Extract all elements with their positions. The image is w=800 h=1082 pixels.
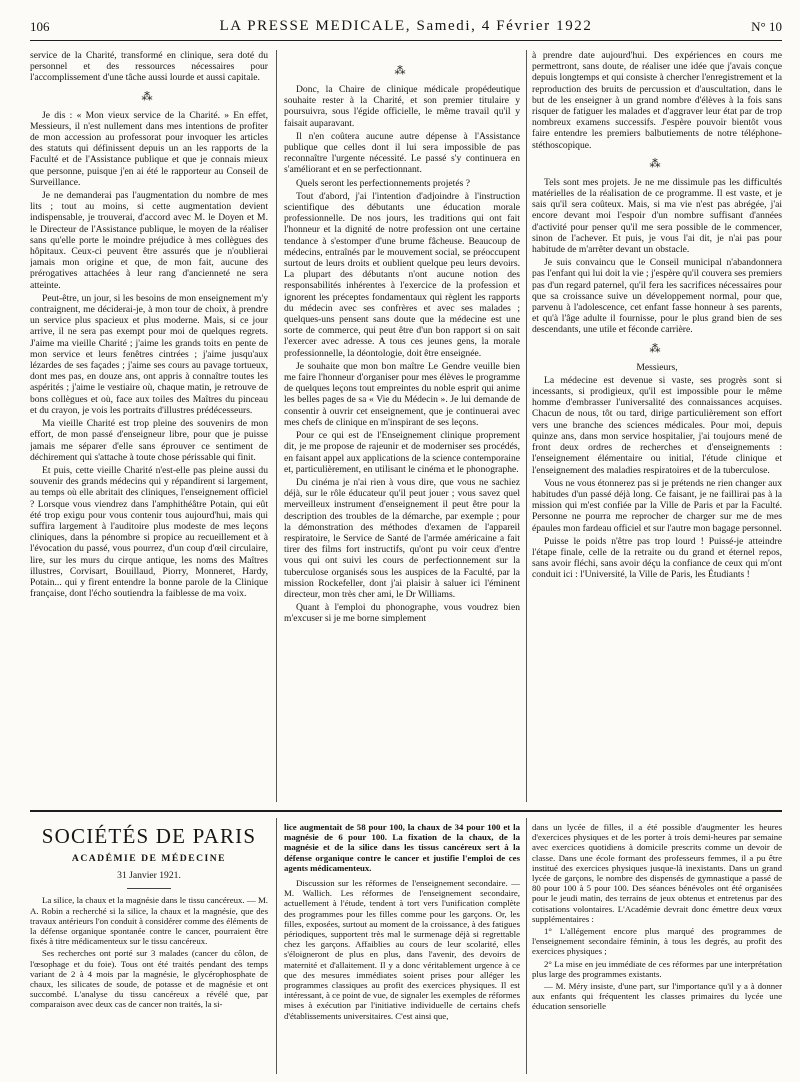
paragraph: Peut-être, un jour, si les besoins de mon enseignement m'y contraignent, me déciderai-je, à mon tour de choix, à prendre un service plus spacieux et plus moderne. Mais, si ce jour arrive, il ne sera pas exempt pour moi de quelques regrets. J'aime ma vieille Charité ; j'aime les grands toits en pente de mon service et leurs fenêtres cintrées ; j'aime jusqu'aux lézardes de ses façades ; j'aime ses cours au pavage tortueux, dont mes pas, en douze ans, ont appris à connaître toutes les aspérités ; j'aime le vestiaire où, chaque matin, je retrouve de bons collègues et où, face aux toiles des Maîtres du pinceau et du crayon, je vois les portraits d'illustres prédécesseurs. bbox=[30, 292, 268, 416]
paragraph: dans un lycée de filles, il a été possible d'augmenter les heures d'exercices physiques et de les porter à trois demi-heures par semaine avec exercices quotidiens à domicile prescrits comme un devoir de classe. Dans une école formant des professeurs femmes, il a pu être institué des exercices physiques jusque-là inexistants. Dans un grand lycée de garçons, le nombre des dispensés de gymnastique a passé de 80 pour 100 à 5 pour 100. Des séances bénévoles ont été organisées pour le jeudi matin, des terrains de jeux obtenus et entretenus par des cotisations volontaires. L'Académie devrait donc émettre deux vœux supplémentaires : bbox=[532, 822, 782, 924]
page-number: 106 bbox=[30, 19, 50, 34]
paragraph: Vous ne vous étonnerez pas si je prétends ne rien changer aux habitudes d'un passé déjà long. Ce faisant, je ne faillirai pas à la mission qui m'est confiée par la Ville de Paris et par la Faculté. Personne ne pourra me reprocher de charger sur me de mes épaules mon fardeau officiel et sur l'autre mon bagage personnel. bbox=[532, 477, 782, 534]
issue-number: N° 10 bbox=[751, 19, 782, 34]
societes-column-1 bbox=[30, 822, 268, 1072]
section-title: SOCIÉTÉS DE PARIS bbox=[41, 824, 257, 848]
page-header bbox=[30, 18, 782, 41]
paragraph: 2° La mise en jeu immédiate de ces réformes par une interprétation plus large des programmes existants. bbox=[532, 958, 782, 979]
paragraph: Tout d'abord, j'ai l'intention d'adjoindre à l'instruction scientifique des débutants une éducation morale professionnelle. De nos jours, les traditions qui ont fait l'honneur et la dignité de notre profession ont une certaine tendance à s'estomper d'une brume fâcheuse. Beaucoup de médecins, entraînés par le mouvement social, se préoccupent surtout de leurs droits et oublient quelque peu leurs devoirs. La plupart des débutants n'ont aucune notion des responsabilités inhérentes à l'exercice de la profession et ignorent les préceptes fondamentaux qui règlent les rapports du médecin avec ses confrères et avec ses malades ; quelques-uns pensent sans doute que la médecine est une sorte de commerce, qui peut être d'un bon rapport si on sait l'exercer avec adresse. A tous ces jeunes gens, la morale professionnelle, la déontologie, doit être enseignée. bbox=[284, 190, 520, 359]
paragraph: à prendre date aujourd'hui. Des expériences en cours me permettront, sans doute, de réaliser une idée que j'avais conçue depuis longtemps et qui consiste à chercher l'enregistrement et la reproduction des bruits de percussion et d'auscultation, dans le but de les enseigner à un grand nombre d'élèves à la fois sans risquer de fatiguer les malades et d'aggraver leur état par de trop nombreux examens successifs. J'espère pouvoir bientôt vous faire entendre les premiers balbutiements de notre téléphone-stéthoscopique. bbox=[532, 50, 782, 151]
paragraph: Du cinéma je n'ai rien à vous dire, que vous ne sachiez déjà, sur le rôle éducateur qu'il peut jouer ; vous savez quel merveilleux instrument d'enseignement il peut être pour la description des troubles de la démarche, par exemple ; pour la démonstration des méthodes d'examen de l'appareil respiratoire, le Service de Santé de l'armée américaine a fait tirer des films fort instructifs, qu'ont pu voir ceux d'entre vous qui ont suivi les cours de perfectionnement sur la tuberculose organisés sous les auspices de la Faculté, par la mission Rockefeller, dont j'ai plaisir à saluer ici l'éminent directeur, mon très cher ami, le Dr Williams. bbox=[284, 476, 520, 600]
paragraph: Ma vieille Charité est trop pleine des souvenirs de mon effort, de mon passé d'enseigneur libre, pour que je puisse jamais me séparer d'elle sans éprouver ce sentiment de déchirement qui s'attache à toute chose périssable qui finit. bbox=[30, 418, 268, 463]
paragraph: La médecine est devenue si vaste, ses progrès sont si incessants, si prodigieux, qu'il est impossible pour le même homme d'embrasser l'universalité des connaissances acquises. Chacun de nous, tôt ou tard, dirige particulièrement son effort vers une branche des sciences médicales. Pour moi, depuis quinze ans, dans mon service hospitalier, j'ai toujours mené de front deux ordres de recherches et d'enseignements : l'enseignement élémentaire ou initial, l'étude clinique et l'enseignement des maladies respiratoires et de la tuberculose. bbox=[532, 374, 782, 476]
paragraph: Pour ce qui est de l'Enseignement clinique proprement dit, je me propose de rajeunir et de moderniser ses procédés, en faisant appel aux applications de la science contemporaine et, particulièrement, en utilisant le cinéma et le phonographe. bbox=[284, 430, 520, 475]
societes-column-3 bbox=[532, 822, 782, 1072]
paragraph: — M. Méry insiste, d'une part, sur l'importance qu'il y a à donner aux enfants qui fréquentent les classes primaires du lycée une éducation sensorielle bbox=[532, 981, 782, 1012]
paragraph: 1° L'allégement encore plus marqué des programmes de l'enseignement secondaire féminin, à tous les degrés, au profit des exercices physiques ; bbox=[532, 926, 782, 957]
section-separator: ⁂ bbox=[141, 90, 157, 103]
paragraph: Discussion sur les réformes de l'enseignement secondaire. — M. Wallich. Les réformes de l'enseignement secondaire, actuellement à l'étude, tendent à tort vers l'unification complète des programmes pour les filles comme pour les garçons. Or, les filles, exposées, surtout au moment de la croissance, à des fatigues périodiques, supportent très mal le surmenage déjà si regrettable chez les garçons. Affaiblies au cours de leur scolarité, elles s'éloigneront de plus en plus, dans l'avenir, des devoirs de maternité et d'allaitement. Il y a donc véritablement urgence à ce que des mesures immédiates soient prises pour alléger les programmes classiques au profit des exercices physiques. Il est intéressant, à ce point de vue, de signaler les exemples de réformes mises à exécution par l'initiative individuelle de certains chefs d'établissements universitaires. C'est ainsi que, bbox=[284, 878, 520, 1021]
newspaper-title: LA PRESSE MEDICALE, Samedi, 4 Février 1922 bbox=[219, 18, 593, 34]
academy-heading: ACADÉMIE DE MÉDECINE bbox=[71, 853, 227, 864]
paragraph: Tels sont mes projets. Je ne me dissimule pas les difficultés matérielles de la réalisation de ce programme. Il est vaste, et je sais qu'il sera coûteux. Mais, si ma vie n'est pas abrégée, j'ai encore devant moi l'espoir d'un nombre suffisant d'années d'activité pour penser qu'il me sera possible de le commencer, sinon de l'achever. Et puis, je vous l'ai dit, je n'ai pas pour habitude de m'arrêter devant un obstacle. bbox=[532, 176, 782, 256]
paragraph: Quant à l'emploi du phonographe, vous voudrez bien m'excuser si je me borne simplement bbox=[284, 602, 520, 625]
paragraph: service de la Charité, transformé en clinique, sera doté du personnel et des ressources nécessaires pour l'accomplissement d'une tâche aussi lourde et aussi capitale. bbox=[30, 50, 268, 84]
paragraph: Je suis convaincu que le Conseil municipal n'abandonnera pas l'enfant qui lui doit la vie ; j'espère qu'il couvera ses premiers pas d'un regard paternel, qu'il fera les sacrifices nécessaires pour que sa croissance suive un développement normal, pour que, parvenu à l'adolescence, cet enfant fasse honneur à ses parents, et qu'à l'âge adulte il fournisse, pour le plus grand bien de ses descendants, une utile et féconde carrière. bbox=[532, 257, 782, 336]
article-column-3 bbox=[532, 50, 782, 802]
paragraph: Je dis : « Mon vieux service de la Charité. » En effet, Messieurs, il n'est nullement dans mes intentions de profiter de mon accession au professorat pour invoquer les articles des statuts qui définissent depuis un an les rapports de la Faculté et de l'Assistance publique et que je connais mieux que personne, puisque j'en ai été le rapporteur au Conseil de Surveillance. bbox=[30, 109, 268, 188]
column-rule bbox=[526, 818, 527, 1074]
section-separator: ⁂ bbox=[649, 342, 665, 355]
paragraph: Et puis, cette vieille Charité n'est-elle pas pleine aussi du souvenir des grands médecins qui y répandirent si largement, au temps où elle abritait des cliniques, l'enseignement officiel ? Lorsque vous viendrez dans l'amphithéâtre Potain, qui eût été trop exigu pour vous contenir tous aujourd'hui, mais qui suffira largement à l'auditoire plus modeste de mes leçons cliniques, dans la pénombre si propice au recueillement et à l'évocation du passé, vous pourrez, d'un coup d'œil circulaire, lire, sur les murs du cirque antique, les noms des Maîtres illustres, Corvisart, Bouillaud, Piorry, Monneret, Hardy, Potain... qui y firent entendre la bonne parole de la Clinique française, dont l'écho soutiendra la faiblesse de ma voix. bbox=[30, 464, 268, 600]
short-divider bbox=[127, 888, 171, 889]
paragraph: Je souhaite que mon bon maître Le Gendre veuille bien me faire l'honneur d'organiser pour mes élèves le programme de quelques leçons tout empreintes du noble esprit qui anime les belles pages de sa « Vie du Médecin ». Je lui demande de consentir à ouvrir cet enseignement, que je continuerai avec mes chefs de clinique en m'inspirant de ses leçons. bbox=[284, 360, 520, 428]
article-column-1 bbox=[30, 50, 268, 802]
column-rule bbox=[276, 50, 277, 802]
paragraph: Quels seront les perfectionnements projetés ? bbox=[296, 177, 470, 189]
section-separator: ⁂ bbox=[394, 65, 410, 77]
salutation: Messieurs, bbox=[636, 361, 678, 373]
column-rule bbox=[526, 50, 527, 802]
session-date: 31 Janvier 1921. bbox=[117, 870, 181, 882]
section-rule bbox=[30, 810, 782, 812]
paragraph: lice augmentait de 58 pour 100, la chaux de 34 pour 100 et la magnésie de 6 pour 100. La fixation de la chaux, de la magnésie et de la silice dans les tissus cancéreux sert à la défense organique contre le cancer et justifie l'emploi de ces agents médicamenteux. bbox=[284, 822, 520, 873]
paragraph: Il n'en coûtera aucune autre dépense à l'Assistance publique que celles dont il lui sera impossible de pas reconnaître l'urgente nécessité. Le passé s'y continuera en s'améliorant et en se perfectionnant. bbox=[284, 130, 520, 176]
article-column-2 bbox=[284, 50, 520, 802]
societes-column-2 bbox=[284, 822, 520, 1072]
section-separator: ⁂ bbox=[649, 157, 665, 170]
paragraph: La silice, la chaux et la magnésie dans le tissu cancéreux. — M. A. Robin a recherché si la silice, la chaux et la magnésie, que des travaux antérieurs l'on conduit à considérer comme des éléments de la défense organique spontanée contre le cancer, pourraient être fixés à titre médicamenteux sur le tissu cancéreux. bbox=[30, 895, 268, 947]
column-rule bbox=[276, 818, 277, 1074]
paragraph: Puisse le poids n'être pas trop lourd ! Puissé-je atteindre l'étape finale, celle de la retraite ou du grand et éternel repos, sans avoir fléchi, sans avoir déçu la confiance de ceux qui m'ont conduit ici : l'Université, la Ville de Paris, les Étudiants ! bbox=[532, 535, 782, 581]
paragraph: Je ne demanderai pas l'augmentation du nombre de mes lits ; tout au moins, si cette augmentation devient indispensable, je trouverai, d'accord avec M. le Doyen et M. le Directeur de l'Assistance publique, le moyen de la réaliser sans qu'elle porte le moindre préjudice à mes collègues des hôpitaux. Ceux-ci peuvent être assurés que je n'oublierai jamais mon origine et que, de mon fait, aucune des prérogatives attachées à leur rang d'ancienneté ne sera atteinte. bbox=[30, 190, 268, 291]
paragraph: Donc, la Chaire de clinique médicale propédeutique souhaite rester à la Charité, et son premier titulaire y poursuivra, sous l'égide officielle, le même travail qu'il y faisait auparavant. bbox=[284, 84, 520, 129]
paragraph: Ses recherches ont porté sur 3 malades (cancer du côlon, de l'œsophage et du foie). Tous ont été traités pendant des temps variant de 2 à 4 mois par la magnésie, le glycérophosphate de chaux, les silicates de soude, de potasse et de magnésie et ont succombé. L'analyse du tissu cancéreux a révélé que, par comparaison avec deux cas de cancer non traités, la si- bbox=[30, 948, 268, 1010]
